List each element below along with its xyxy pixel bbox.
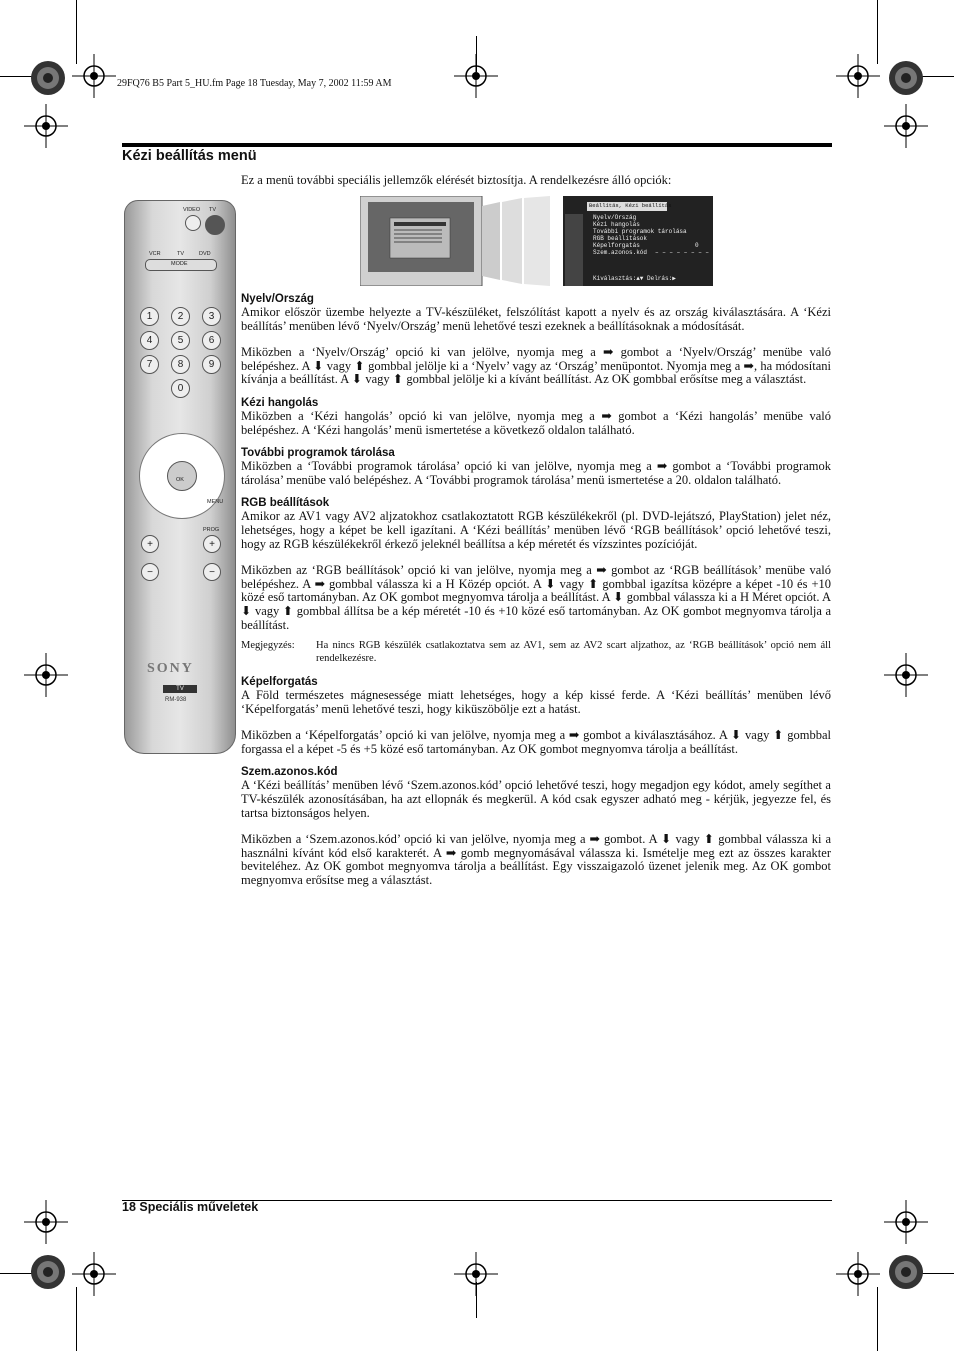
remote-tv-power-button — [205, 215, 225, 235]
remote-tv-badge: TV — [163, 685, 197, 693]
remote-digit-button: 2 — [171, 307, 190, 326]
section-paragraph: Amikor az AV1 vagy AV2 aljzatokhoz csatlakoztatott RGB készülékekről (pl. DVD-lejátszó, PlayStation) jelet néz, lehetséges, hogy a képet be kell igazítani. A ‘Kézi beállítás’ menüben lévő ‘RGB beállítások’ opció lehetővé teszi, hogy az RGB készülékekről érkező jeleknél beállítsa a kép méretét és vízszintes pozícióját. — [241, 509, 831, 551]
registration-target-icon — [24, 1200, 68, 1244]
remote-ok-button — [167, 461, 197, 491]
remote-digit-button: 6 — [202, 331, 221, 350]
remote-digit-button: 1 — [140, 307, 159, 326]
remote-digit-button: 9 — [202, 355, 221, 374]
remote-vol-minus-button: − — [141, 563, 159, 581]
remote-label-menu: MENU — [207, 499, 224, 505]
registration-target-icon — [72, 1252, 116, 1296]
crop-mark — [76, 1287, 77, 1351]
registration-target-icon — [72, 54, 116, 98]
registration-target-icon — [836, 1252, 880, 1296]
color-target-icon — [888, 1254, 924, 1290]
osd-title: Beállítás, Kézi beállítás — [589, 202, 672, 209]
registration-target-icon — [884, 104, 928, 148]
color-target-icon — [30, 60, 66, 96]
remote-label-prog: PROG — [203, 527, 220, 533]
osd-item: Kézi hangolás — [593, 221, 640, 228]
osd-item: További programok tárolása — [593, 228, 687, 235]
remote-brand: SONY — [147, 661, 194, 676]
registration-target-icon — [454, 1252, 498, 1296]
title-rule — [122, 143, 832, 147]
section-paragraph: Miközben a ‘További programok tárolása’ opció ki van jelölve, nyomja meg a ➡ gombot a ‘További programok tárolása’ menübe való belépéshez. A ‘További programok tárolása’ menü ismertetése a 20. oldalon található. — [241, 459, 831, 487]
remote-label-ok: OK — [176, 477, 184, 483]
section-heading: Nyelv/Ország — [241, 293, 314, 305]
remote-vol-plus-button: + — [141, 535, 159, 553]
remote-prog-plus-button: + — [203, 535, 221, 553]
color-target-icon — [888, 60, 924, 96]
page-title: Kézi beállítás menü — [122, 148, 257, 164]
remote-label-dvd: DVD — [199, 251, 211, 257]
osd-value: 0 — [695, 242, 699, 249]
remote-control-illustration — [124, 200, 236, 754]
section-heading: RGB beállítások — [241, 497, 330, 510]
osd-sidebar — [565, 214, 583, 286]
registration-target-icon — [24, 104, 68, 148]
section-heading: Szem.azonos.kód — [241, 766, 338, 779]
registration-target-icon — [836, 54, 880, 98]
osd-item: Nyelv/Ország — [593, 214, 637, 221]
osd-item: Szem.azonos.kód — [593, 249, 648, 256]
section-paragraph: Miközben a ‘Képelforgatás’ opció ki van jelölve, nyomja meg a ➡ gombot a kiválasztásához. A ⬇ vagy ⬆ gombbal forgassa el a képet -5 és +5 közé eső tartományban. Az OK gombot megnyomva tárolja a beállítást. — [241, 728, 831, 756]
section-paragraph: Miközben a ‘Kézi hangolás’ opció ki van jelölve, nyomja meg a ➡ gombot a ‘Kézi hangolás’ menübe való belépéshez. A ‘Kézi hangolás’ menü ismertetése a következő oldalon található. — [241, 408, 831, 437]
remote-power-button — [185, 215, 201, 231]
osd-status: Kiválasztás:▲▼ Delrás:▶ — [593, 275, 676, 282]
section-paragraph: A Föld természetes mágnesessége miatt lehetséges, hogy a kép kissé ferde. A ‘Kézi beállítás’ menüben lévő ‘Képelforgatás’ menü lehetővé teszi, hogy kiküszöbölje ezt a hatást. — [241, 688, 831, 716]
remote-label-tv-mode: TV — [177, 251, 185, 257]
section-paragraph: A ‘Kézi beállítás’ menüben lévő ‘Szem.azonos.kód’ opció lehetővé teszi, hogy megadjon egy kódot, amely segíthet a TV-készülék azonosításában, ha azt ellopnák és megkerül. A kód csak egyszer adható meg - kérjük, jegyezze fel, és tartsa biztonságos helyen. — [241, 778, 831, 820]
page-footer: 18 Speciális műveletek — [122, 1200, 259, 1214]
registration-target-icon — [884, 1200, 928, 1244]
osd-item: RGB beállítások — [593, 235, 648, 242]
section-heading: Kézi hangolás — [241, 396, 319, 409]
remote-digit-button: 0 — [171, 379, 190, 398]
note-text: Ha nincs RGB készülék csatlakoztatva sem az AV1, sem az AV2 scart aljzathoz, az ‘RGB beállítások’ opció nem áll rendelkezésre. — [316, 640, 831, 664]
osd-menu-panel — [563, 196, 713, 286]
section-paragraph: Amikor először üzembe helyezte a TV-készüléket, felszólítást kapott a nyelv és az ország kiválasztására. A ‘Kézi beállítás’ menüben lévő ‘Nyelv/Ország’ menü lehetővé teszi ezeknek a beállításoknak a módosítását. — [241, 305, 831, 333]
note-label: Megjegyzés: — [241, 640, 295, 652]
file-meta-header: 29FQ76 B5 Part 5_HU.fm Page 18 Tuesday, May 7, 2002 11:59 AM — [117, 78, 392, 89]
registration-target-icon — [24, 653, 68, 697]
osd-value-dashes: – – – – – – – – — [655, 249, 710, 256]
registration-target-icon — [884, 653, 928, 697]
color-target-icon — [30, 1254, 66, 1290]
registration-target-icon — [454, 54, 498, 98]
remote-digit-button: 8 — [171, 355, 190, 374]
section-heading: További programok tárolása — [241, 447, 395, 460]
remote-digit-button: 3 — [202, 307, 221, 326]
section-paragraph: Miközben a ‘Nyelv/Ország’ opció ki van jelölve, nyomja meg a ➡ gombot a ‘Nyelv/Ország’ menübe való belépéshez. A ⬇ vagy ⬆ gombbal jelölje ki a ‘Nyelv’ vagy az ‘Ország’ menüpontot. Nyomja meg a ➡, ha módosítani kívánja a beállítást. A ⬇ vagy ⬆ gombbal jelölje ki a kívánt beállítást. Az OK gombbal erősítse meg a választást. — [241, 345, 831, 387]
remote-label-mode: MODE — [171, 261, 188, 267]
section-paragraph: Miközben a ‘Szem.azonos.kód’ opció ki van jelölve, nyomja meg a ➡ gombot. A ⬇ vagy ⬆ gombbal válassza ki a használni kívánt kód első karakterét. A ➡ gomb megnyomásával válassza ki. Ismételje meg ezt az összes karakter beviteléhez. Az OK gombot megnyomva tárolja a beállítást. Egy visszaigazoló üzenet jelenik meg. Az OK gombot megnyomva erősítse meg a választást. — [241, 832, 831, 888]
remote-label-video: VIDEO — [183, 207, 201, 213]
remote-digit-button: 5 — [171, 331, 190, 350]
intro-text: Ez a menü további speciális jellemzők elérését biztosítja. A rendelkezésre álló opciók: — [241, 173, 672, 187]
tv-menu-illustration — [360, 196, 552, 286]
remote-model: RM-938 — [165, 697, 187, 703]
remote-label-vcr: VCR — [149, 251, 161, 257]
remote-digit-button: 4 — [140, 331, 159, 350]
section-heading: Képelforgatás — [241, 676, 318, 689]
osd-item: Képelforgatás — [593, 242, 640, 249]
section-paragraph: Miközben az ‘RGB beállítások’ opció ki van jelölve, nyomja meg a ➡ gombot az ‘RGB beállítások’ menübe való belépéshez. A ➡ gombbal válassza ki a H Közép opciót. A ⬇ vagy ⬆ gombbal igazítsa középre a képet -10 és +10 közé eső tartományban. Az OK gombot megnyomva tárolja a beállítást. A ⬇ gombbal válassza ki a H Méret opciót. A ⬇ vagy ⬆ gombbal állítsa be a kép méretét -10 és +10 közé eső tartományban. Az OK gombot megnyomva tárolja a beállítást. — [241, 563, 831, 632]
remote-prog-minus-button: − — [203, 563, 221, 581]
remote-digit-button: 7 — [140, 355, 159, 374]
crop-mark — [877, 1287, 878, 1351]
main-content — [241, 292, 831, 901]
note — [241, 640, 831, 665]
remote-label-tv-top: TV — [209, 207, 217, 213]
